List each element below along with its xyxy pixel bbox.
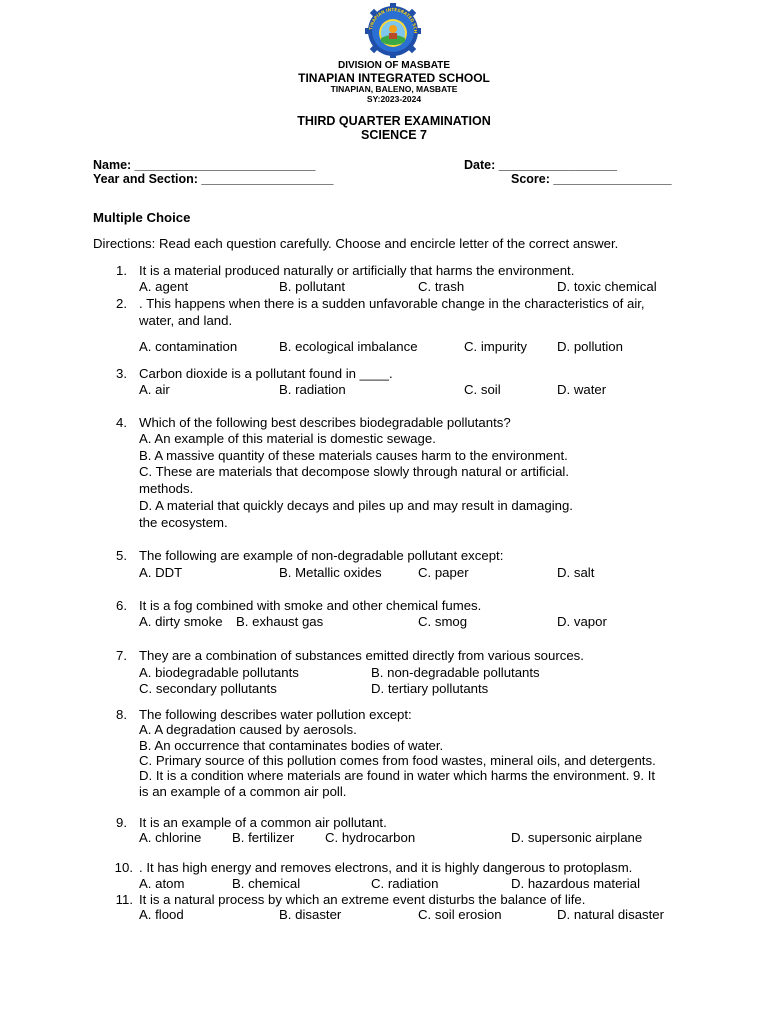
choice-c[interactable]: C. hydrocarbon: [325, 830, 416, 845]
choice-d[interactable]: D. pollution: [557, 339, 623, 354]
choice-b[interactable]: B. pollutant: [279, 279, 345, 294]
choice-d[interactable]: D. salt: [557, 565, 595, 580]
choice-d[interactable]: D. natural disaster: [557, 907, 665, 922]
choice-b[interactable]: B. An occurrence that contaminates bodies of water.: [139, 738, 444, 753]
choice-c[interactable]: C. soil erosion: [418, 907, 502, 922]
choice-a[interactable]: A. air: [139, 382, 170, 397]
question-text: . This happens when there is a sudden unfavorable change in the characteristics of air,: [139, 296, 645, 311]
choice-c[interactable]: C. smog: [418, 614, 468, 629]
question-number: 8.: [116, 707, 127, 722]
choice-d[interactable]: D. water: [557, 382, 607, 397]
question-text: It is a natural process by which an extreme event disturbs the balance of life.: [139, 892, 586, 907]
choice-c[interactable]: C. secondary pollutants: [139, 681, 277, 696]
question-text: Which of the following best describes biodegradable pollutants?: [139, 415, 511, 430]
question-number: 4.: [116, 415, 127, 430]
choice-b[interactable]: B. fertilizer: [232, 830, 295, 845]
date-field[interactable]: Date: _________________: [464, 158, 617, 172]
choice-a[interactable]: A. atom: [139, 876, 185, 891]
school-address: TINAPIAN, BALENO, MASBATE: [330, 84, 458, 94]
choice-a[interactable]: A. agent: [139, 279, 189, 294]
choice-b[interactable]: B. A massive quantity of these materials causes harm to the environment.: [139, 448, 568, 463]
exam-title: THIRD QUARTER EXAMINATION: [297, 114, 491, 128]
question-number: 11.: [115, 892, 133, 907]
year-section-field[interactable]: Year and Section: ___________________: [93, 172, 334, 186]
choice-c[interactable]: C. paper: [418, 565, 469, 580]
question-number: 10.: [114, 860, 133, 875]
name-field[interactable]: Name: __________________________: [93, 158, 316, 172]
choice-c[interactable]: C. Primary source of this pollution comes from food wastes, mineral oils, and detergents.: [139, 753, 656, 768]
choice-d-cont: is an example of a common air poll.: [139, 784, 347, 799]
directions: Directions: Read each question carefully. Choose and encircle letter of the correct answer.: [93, 236, 619, 251]
svg-text:TINAPIAN INTEGRATED SCHOOL: TINAPIAN INTEGRATED SCH: [368, 6, 419, 34]
question-text: Carbon dioxide is a pollutant found in ____.: [139, 366, 393, 381]
choice-a[interactable]: A. An example of this material is domestic sewage.: [139, 431, 436, 446]
choice-d[interactable]: D. vapor: [557, 614, 607, 629]
choice-c[interactable]: C. impurity: [464, 339, 528, 354]
choice-c[interactable]: C. radiation: [371, 876, 439, 891]
school-year: SY:2023-2024: [366, 94, 422, 104]
subject-title: SCIENCE 7: [361, 128, 427, 142]
question-number: 5.: [116, 548, 127, 563]
choice-b[interactable]: B. chemical: [232, 876, 301, 891]
choice-a[interactable]: A. flood: [139, 907, 184, 922]
choice-d[interactable]: D. toxic chemical: [557, 279, 657, 294]
choice-a[interactable]: A. A degradation caused by aerosols.: [139, 722, 357, 737]
question-number: 2.: [116, 296, 127, 311]
question-number: 6.: [116, 598, 127, 613]
question-text: It is a fog combined with smoke and other chemical fumes.: [139, 598, 482, 613]
choice-b[interactable]: B. Metallic oxides: [279, 565, 382, 580]
section-title: Multiple Choice: [93, 210, 191, 225]
choice-d[interactable]: D. A material that quickly decays and piles up and may result in damaging.: [139, 498, 573, 513]
question-text: The following are example of non-degradable pollutant except:: [139, 548, 504, 563]
choice-c[interactable]: C. soil: [464, 382, 501, 397]
choice-d-cont: the ecosystem.: [139, 515, 228, 530]
choice-a[interactable]: A. contamination: [139, 339, 238, 354]
question-text: They are a combination of substances emitted directly from various sources.: [139, 648, 584, 663]
choice-a[interactable]: A. biodegradable pollutants: [139, 665, 299, 680]
question-text: It is a material produced naturally or artificially that harms the environment.: [139, 263, 575, 278]
question-number: 9.: [116, 815, 127, 830]
choice-b[interactable]: B. exhaust gas: [236, 614, 324, 629]
score-field[interactable]: Score: _________________: [511, 172, 672, 186]
choice-c-cont: methods.: [139, 481, 194, 496]
choice-b[interactable]: B. non-degradable pollutants: [371, 665, 540, 680]
question-number: 7.: [116, 648, 127, 663]
choice-c[interactable]: C. trash: [418, 279, 465, 294]
question-text: It is an example of a common air pollutant.: [139, 815, 387, 830]
school-seal-logo: [360, 2, 426, 58]
choice-a[interactable]: A. dirty smoke: [139, 614, 223, 629]
choice-c[interactable]: C. These are materials that decompose slowly through natural or artificial.: [139, 464, 570, 479]
choice-b[interactable]: B. disaster: [279, 907, 342, 922]
question-number: 3.: [116, 366, 127, 381]
choice-d[interactable]: D. supersonic airplane: [511, 830, 643, 845]
division-label: DIVISION OF MASBATE: [337, 60, 451, 71]
choice-b[interactable]: B. ecological imbalance: [279, 339, 418, 354]
choice-d[interactable]: D. tertiary pollutants: [371, 681, 489, 696]
question-number: 1.: [116, 263, 127, 278]
choice-a[interactable]: A. DDT: [139, 565, 183, 580]
question-text-cont: water, and land.: [139, 313, 233, 328]
school-name: TINAPIAN INTEGRATED SCHOOL: [298, 71, 490, 85]
choice-d[interactable]: D. It is a condition where materials are found in water which harms the environment. 9. It: [139, 768, 656, 783]
choice-a[interactable]: A. chlorine: [139, 830, 202, 845]
question-text: The following describes water pollution except:: [139, 707, 412, 722]
choice-d[interactable]: D. hazardous material: [511, 876, 641, 891]
question-text: . It has high energy and removes electrons, and it is highly dangerous to protoplasm.: [139, 860, 633, 875]
choice-b[interactable]: B. radiation: [279, 382, 346, 397]
